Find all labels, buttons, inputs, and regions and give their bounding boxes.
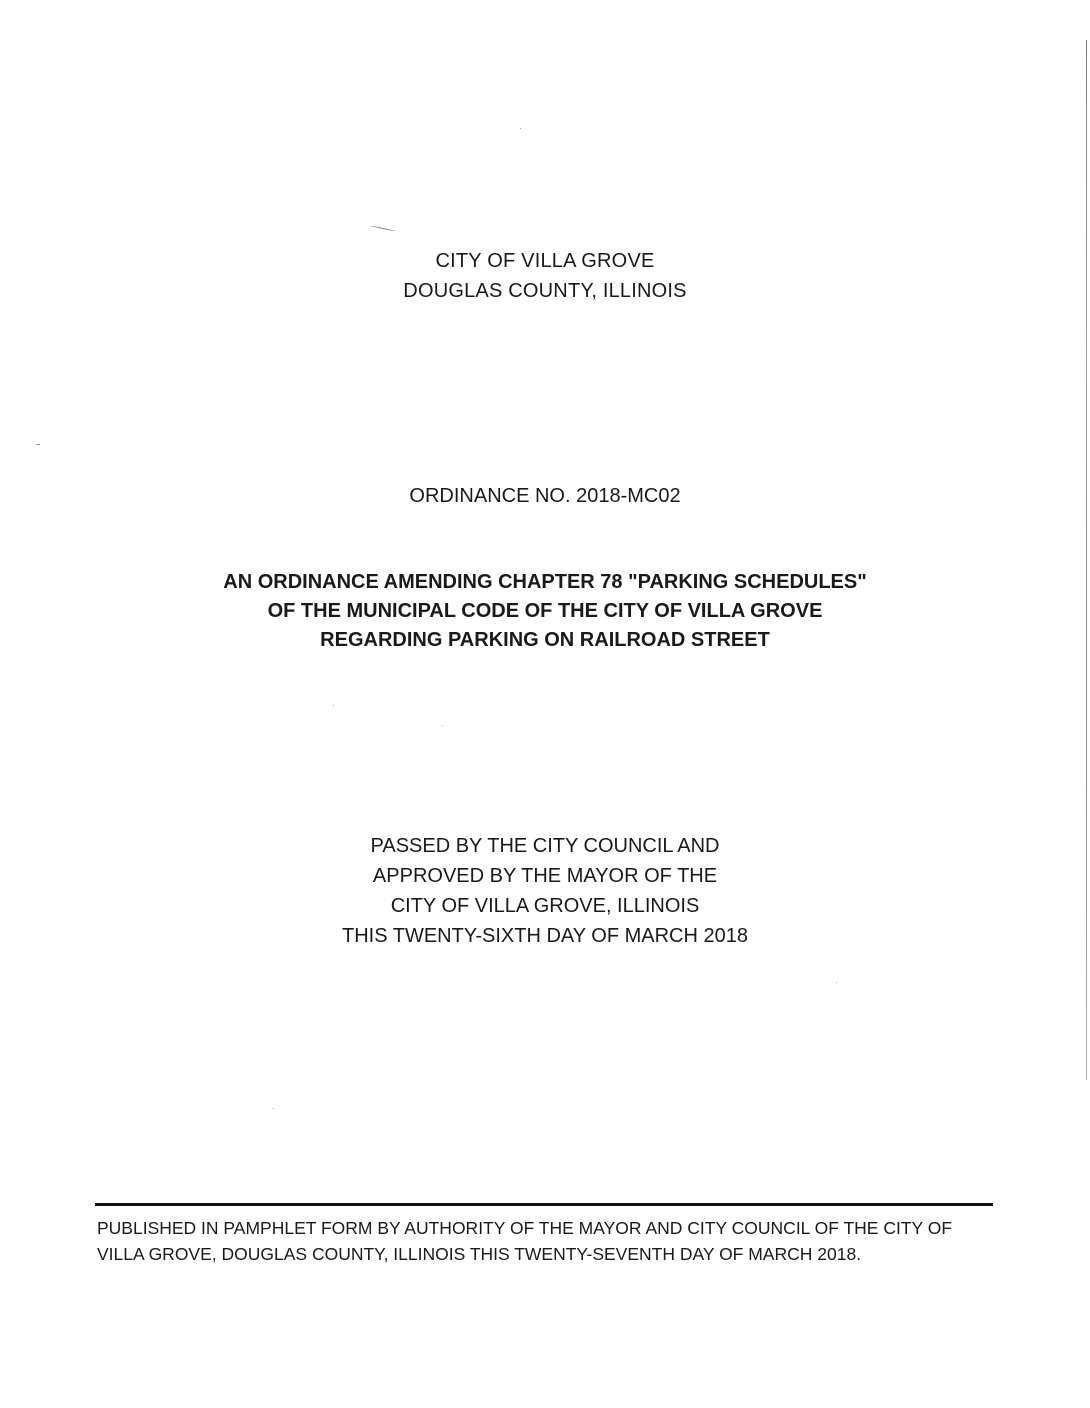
county-state: DOUGLAS COUNTY, ILLINOIS (403, 280, 687, 302)
passage-line-3: CITY OF VILLA GROVE, ILLINOIS (390, 895, 700, 917)
publication-line-2: VILLA GROVE, DOUGLAS COUNTY, ILLINOIS THIS TWENTY-SEVENTH DAY OF MARCH 2018. (97, 1244, 862, 1264)
scan-edge-line (1086, 40, 1087, 1080)
scan-artifact (333, 705, 334, 706)
ordinance-title (0, 568, 1090, 655)
passage-statement (0, 831, 1090, 951)
passage-line-4: THIS TWENTY-SIXTH DAY OF MARCH 2018 (341, 925, 748, 947)
scan-artifact (836, 982, 837, 983)
horizontal-rule (95, 1203, 993, 1206)
ordinance-number: ORDINANCE NO. 2018-MC02 (409, 485, 681, 507)
publication-line-1: PUBLISHED IN PAMPHLET FORM BY AUTHORITY OF THE MAYOR AND CITY COUNCIL OF THE CITY OF (97, 1218, 953, 1238)
city-name: CITY OF VILLA GROVE (435, 250, 655, 272)
passage-line-1: PASSED BY THE CITY COUNCIL AND (370, 835, 720, 857)
title-line-2: OF THE MUNICIPAL CODE OF THE CITY OF VILLA GROVE (267, 600, 823, 622)
scan-artifact (273, 1108, 274, 1109)
publication-notice (97, 1215, 997, 1267)
scan-artifact (442, 725, 443, 726)
scan-artifact (520, 128, 521, 129)
title-line-1: AN ORDINANCE AMENDING CHAPTER 78 "PARKING SCHEDULES" (223, 571, 867, 593)
title-line-3: REGARDING PARKING ON RAILROAD STREET (320, 629, 770, 651)
passage-line-2: APPROVED BY THE MAYOR OF THE (372, 865, 718, 887)
scan-artifact (36, 444, 40, 445)
scan-artifact (370, 225, 396, 231)
municipality-header (0, 246, 1090, 306)
